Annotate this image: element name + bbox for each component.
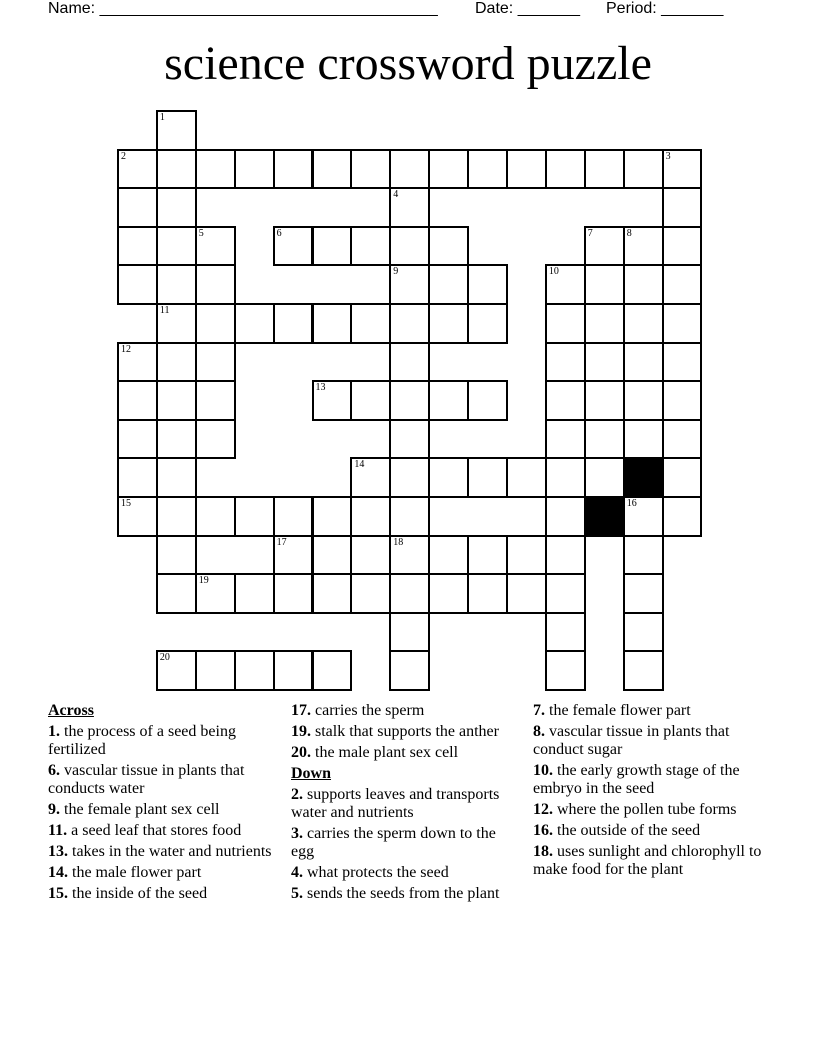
grid-cell[interactable] [467,149,508,190]
clue-number: 13 [315,382,326,394]
grid-cell[interactable] [389,650,430,691]
grid-cell[interactable] [195,342,236,383]
clue-number-label: 20. [291,744,311,761]
clue-column-1 [48,702,278,906]
clue-number: 15 [121,498,131,509]
grid-cell[interactable] [156,535,197,576]
clue-item [291,864,521,882]
clue-text: where the pollen tube forms [553,801,737,818]
grid-cell[interactable] [584,149,625,190]
clue-number: 12 [121,343,131,355]
clue-item [48,801,278,819]
grid-cell[interactable] [156,457,197,498]
clue-text: the male plant sex cell [311,744,459,761]
clue-number: 3 [665,150,671,162]
clue-text: uses sunlight and chlorophyll to make food for the plant [533,843,762,878]
grid-cell[interactable] [662,149,703,190]
grid-cell[interactable] [156,573,197,614]
grid-cell[interactable] [428,457,469,498]
grid-cell[interactable] [389,226,430,267]
clue-text: stalk that supports the anther [311,723,499,740]
grid-cell[interactable] [389,457,430,498]
clue-text: the outside of the seed [553,822,701,839]
clue-text: what protects the seed [303,864,449,881]
clue-item [533,822,763,840]
grid-cell[interactable] [389,264,430,305]
grid-cell[interactable] [312,535,353,576]
clue-item [291,723,521,741]
grid-cell[interactable] [117,149,158,190]
grid-cell[interactable] [584,380,625,421]
grid-cell[interactable] [545,573,586,614]
clue-number-label: 10. [533,762,553,779]
clue-number: 17 [276,536,287,548]
grid-cell[interactable] [350,303,391,344]
grid-cell[interactable] [428,149,469,190]
grid-cell[interactable] [156,226,197,267]
grid-cell[interactable] [623,419,664,460]
clue-number-label: 7. [533,702,545,719]
name-field: Name: ______________________________________ [48,0,438,17]
grid-cell[interactable] [117,342,158,383]
grid-cell[interactable] [389,149,430,190]
clue-number-label: 13. [48,843,68,860]
clue-number-label: 4. [291,864,303,881]
grid-cell[interactable] [156,380,197,421]
grid-cell[interactable] [506,149,547,190]
clue-number-label: 17. [291,702,311,719]
grid-cell[interactable] [273,149,314,190]
grid-cell[interactable] [623,573,664,614]
clue-number: 4 [393,189,399,201]
clue-item [533,843,763,879]
clue-number-label: 1. [48,723,60,740]
clue-text: the female flower part [545,702,691,719]
clue-number: 18 [393,536,404,548]
grid-cell[interactable] [662,303,703,344]
grid-cell[interactable] [389,380,430,421]
clue-text: a seed leaf that stores food [67,822,242,839]
grid-cell[interactable] [234,573,275,614]
grid-cell[interactable] [662,457,703,498]
grid-cell[interactable] [312,226,353,267]
grid-cell[interactable] [312,650,353,691]
down-heading: Down [291,765,332,782]
grid-cell[interactable] [350,535,391,576]
grid-cell[interactable] [350,457,391,498]
clue-item [48,864,278,882]
grid-cell[interactable] [389,303,430,344]
grid-cell[interactable] [584,419,625,460]
grid-cell[interactable] [312,380,353,421]
grid-cell[interactable] [273,535,314,576]
grid-cell[interactable] [662,226,703,267]
grid-cell[interactable] [389,187,430,228]
clue-item [48,762,278,798]
grid-cell[interactable] [195,419,236,460]
clue-item [48,885,278,903]
grid-cell[interactable] [662,342,703,383]
grid-cell[interactable] [623,535,664,576]
clue-text: the female plant sex cell [60,801,220,818]
page-title: science crossword puzzle [164,37,652,90]
clue-number-label: 15. [48,885,68,902]
clue-column-3 [533,702,763,882]
grid-cell[interactable] [428,264,469,305]
period-field: Period: _______ [606,0,724,17]
grid-cell[interactable] [156,264,197,305]
grid-cell[interactable] [584,264,625,305]
clue-number-label: 8. [533,723,545,740]
grid-cell[interactable] [273,226,314,267]
grid-cell[interactable] [156,650,197,691]
grid-cell[interactable] [467,264,508,305]
grid-cell[interactable] [467,573,508,614]
grid-cell[interactable] [623,380,664,421]
grid-cell[interactable] [623,650,664,691]
grid-cell[interactable] [545,380,586,421]
grid-cell[interactable] [584,457,625,498]
clue-number: 20 [159,652,170,664]
clue-item [48,723,278,759]
clue-number: 11 [159,305,170,316]
black-cell [584,496,625,537]
grid-cell[interactable] [156,496,197,537]
grid-cell[interactable] [117,226,158,267]
grid-cell[interactable] [389,419,430,460]
grid-cell[interactable] [545,419,586,460]
grid-cell[interactable] [117,457,158,498]
clue-number: 5 [198,227,204,239]
grid-cell[interactable] [312,573,353,614]
grid-cell[interactable] [117,496,158,537]
grid-cell[interactable] [545,612,586,653]
grid-cell[interactable] [506,573,547,614]
clue-number-label: 19. [291,723,311,740]
clue-item [291,786,521,822]
grid-cell[interactable] [545,457,586,498]
grid-cell[interactable] [195,264,236,305]
grid-cell[interactable] [545,496,586,537]
clue-number: 7 [587,227,593,239]
grid-cell[interactable] [584,226,625,267]
grid-cell[interactable] [156,187,197,228]
grid-cell[interactable] [545,303,586,344]
grid-cell[interactable] [195,149,236,190]
grid-cell[interactable] [545,342,586,383]
clue-item [533,801,763,819]
clue-item [533,702,763,720]
clue-number-label: 5. [291,885,303,902]
clue-item [533,762,763,798]
grid-cell[interactable] [428,535,469,576]
grid-cell[interactable] [389,612,430,653]
grid-cell[interactable] [467,457,508,498]
grid-cell[interactable] [662,264,703,305]
grid-cell[interactable] [428,226,469,267]
grid-cell[interactable] [389,496,430,537]
grid-cell[interactable] [428,380,469,421]
clue-number-label: 11. [48,822,68,839]
clue-item [291,825,521,861]
grid-cell[interactable] [623,149,664,190]
grid-cell[interactable] [195,496,236,537]
clue-text: vascular tissue in plants that conduct sugar [533,723,730,758]
grid-cell[interactable] [273,650,314,691]
grid-cell[interactable] [662,419,703,460]
grid-cell[interactable] [545,535,586,576]
grid-cell[interactable] [234,149,275,190]
clue-number-label: 18. [533,843,553,860]
grid-cell[interactable] [623,612,664,653]
grid-cell[interactable] [623,226,664,267]
clue-number: 14 [354,459,365,471]
clue-number-label: 9. [48,801,60,818]
clue-number-label: 6. [48,762,60,779]
clue-text: the male flower part [68,864,202,881]
grid-cell[interactable] [545,650,586,691]
grid-cell[interactable] [467,380,508,421]
black-cell [623,457,664,498]
clue-text: carries the sperm down to the egg [291,825,496,860]
grid-cell[interactable] [623,342,664,383]
grid-cell[interactable] [156,303,197,344]
grid-cell[interactable] [428,303,469,344]
clue-item [48,843,278,861]
clue-text: sends the seeds from the plant [303,885,500,902]
grid-cell[interactable] [350,573,391,614]
clue-number: 8 [626,227,632,239]
grid-cell[interactable] [662,380,703,421]
grid-cell[interactable] [234,650,275,691]
grid-cell[interactable] [312,149,353,190]
grid-cell[interactable] [156,419,197,460]
grid-cell[interactable] [506,535,547,576]
grid-cell[interactable] [584,342,625,383]
grid-cell[interactable] [273,496,314,537]
clue-number: 19 [198,575,209,587]
grid-cell[interactable] [623,264,664,305]
clue-number-label: 3. [291,825,303,842]
grid-cell[interactable] [389,535,430,576]
clue-text: the process of a seed being fertilized [48,723,236,758]
clue-number: 9 [393,266,399,278]
grid-cell[interactable] [156,342,197,383]
grid-cell[interactable] [662,496,703,537]
clue-item [48,822,278,840]
grid-cell[interactable] [467,535,508,576]
grid-cell[interactable] [234,303,275,344]
clue-item [291,744,521,762]
grid-cell[interactable] [662,187,703,228]
grid-cell[interactable] [234,496,275,537]
clue-text: the inside of the seed [68,885,208,902]
clue-column-2 [291,702,521,906]
grid-cell[interactable] [389,342,430,383]
clue-text: supports leaves and transports water and nutrients [291,786,500,821]
grid-cell[interactable] [506,457,547,498]
grid-cell[interactable] [623,303,664,344]
grid-cell[interactable] [350,226,391,267]
grid-cell[interactable] [467,303,508,344]
grid-cell[interactable] [117,187,158,228]
grid-cell[interactable] [545,149,586,190]
grid-cell[interactable] [273,573,314,614]
clue-text: takes in the water and nutrients [68,843,272,860]
grid-cell[interactable] [195,573,236,614]
clue-number-label: 14. [48,864,68,881]
across-heading: Across [48,702,94,719]
grid-cell[interactable] [195,650,236,691]
grid-cell[interactable] [195,303,236,344]
clue-number: 6 [276,227,282,239]
clue-item [291,702,521,720]
clue-number-label: 12. [533,801,553,818]
grid-cell[interactable] [117,380,158,421]
clue-text: vascular tissue in plants that conducts water [48,762,245,797]
grid-cell[interactable] [195,380,236,421]
grid-cell[interactable] [156,149,197,190]
grid-cell[interactable] [350,149,391,190]
clue-text: the early growth stage of the embryo in the seed [533,762,740,797]
grid-cell[interactable] [312,496,353,537]
grid-cell[interactable] [117,419,158,460]
clue-number: 1 [159,112,165,123]
worksheet-header [48,0,748,22]
clue-text: carries the sperm [311,702,425,719]
grid-cell[interactable] [273,303,314,344]
grid-cell[interactable] [428,573,469,614]
grid-cell[interactable] [623,496,664,537]
clue-number-label: 16. [533,822,553,839]
clue-number-label: 2. [291,786,303,803]
grid-cell[interactable] [117,264,158,305]
grid-cell[interactable] [389,573,430,614]
date-field: Date: _______ [475,0,580,17]
grid-cell[interactable] [312,303,353,344]
clue-number: 2 [121,150,126,162]
clue-item [533,723,763,759]
clue-item [291,885,521,903]
clue-number: 16 [626,498,637,509]
grid-cell[interactable] [350,380,391,421]
grid-cell[interactable] [156,110,197,151]
grid-cell[interactable] [195,226,236,267]
grid-cell[interactable] [545,264,586,305]
grid-cell[interactable] [584,303,625,344]
clue-number: 10 [548,266,559,278]
